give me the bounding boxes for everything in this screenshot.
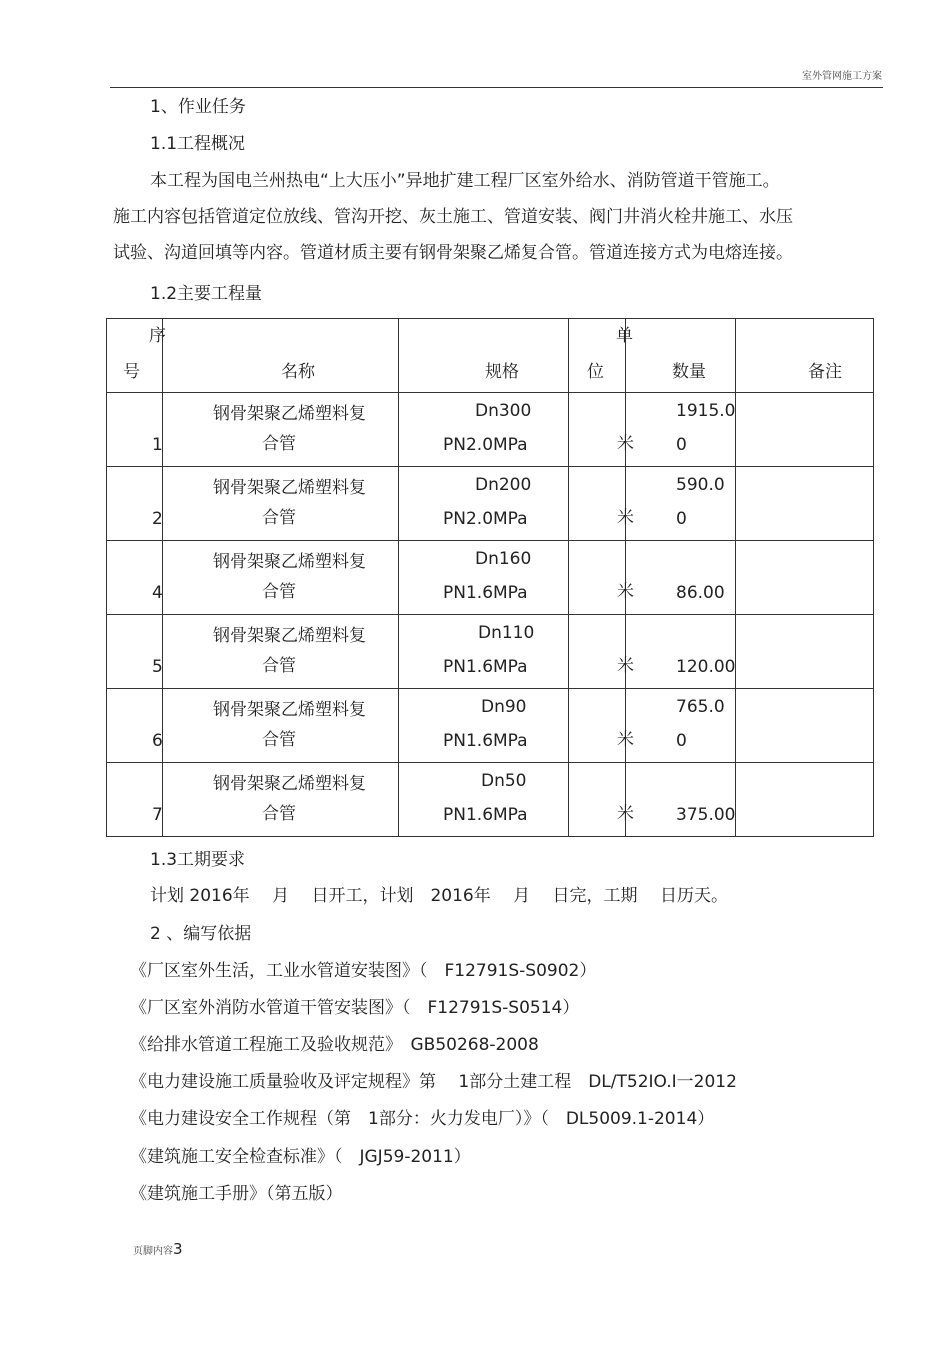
row-spec-pn: PN1.6MPa	[443, 805, 528, 825]
footer-label: 页脚内容	[133, 1246, 173, 1257]
row-spec-dn: Dn110	[478, 623, 535, 643]
page-number: 3	[173, 1240, 183, 1258]
row-no: 5	[152, 657, 163, 677]
row-unit: 米	[617, 804, 634, 824]
row-name-line-2: 合管	[262, 508, 296, 528]
row-unit: 米	[617, 582, 634, 602]
header-remark: 备注	[736, 319, 874, 393]
row-spec-dn: Dn200	[475, 475, 532, 495]
reference-item: 《电力建设安全工作规程（第 1部分：火力发电厂）》（ DL5009.1-2014）	[130, 1109, 715, 1129]
row-no: 6	[152, 731, 163, 751]
row-name-line-2: 合管	[262, 434, 296, 454]
row-remark	[736, 467, 874, 541]
row-remark	[736, 541, 874, 615]
row-spec-pn: PN1.6MPa	[443, 731, 528, 751]
row-unit: 米	[617, 434, 634, 454]
row-no: 1	[152, 435, 163, 455]
row-qty-line-2: 0	[676, 731, 687, 751]
reference-item: 《给排水管道工程施工及验收规范》 GB50268-2008	[130, 1035, 539, 1055]
row-remark	[736, 689, 874, 763]
row-no: 7	[152, 805, 163, 825]
header-name: 名称	[163, 319, 399, 393]
row-unit: 米	[617, 656, 634, 676]
table-header-row	[107, 319, 874, 393]
reference-item: 《厂区室外生活，工业水管道安装图》（ F12791S-S0902）	[130, 961, 597, 981]
section-1-3-title: 1.3工期要求	[150, 850, 246, 870]
row-unit: 米	[617, 730, 634, 750]
header-qty: 数量	[626, 319, 736, 393]
row-qty-line-2: 375.00	[676, 805, 736, 825]
running-header: 室外管网施工方案	[802, 71, 882, 82]
header-spec: 规格	[399, 319, 569, 393]
row-qty-line-2: 120.00	[676, 657, 736, 677]
row-name-line-1: 钢骨架聚乙烯塑料复	[213, 404, 366, 424]
row-name-line-2: 合管	[262, 656, 296, 676]
row-remark	[736, 763, 874, 837]
reference-item: 《建筑施工安全检查标准》（ JGJ59-2011）	[130, 1147, 471, 1167]
row-spec-dn: Dn90	[481, 697, 527, 717]
row-spec-pn: PN1.6MPa	[443, 657, 528, 677]
row-spec-pn: PN2.0MPa	[443, 435, 528, 455]
overview-line-2: 施工内容包括管道定位放线、管沟开挖、灰土施工、管道安装、阀门井消火栓井施工、水压	[113, 207, 793, 227]
table-row	[107, 541, 874, 615]
quantity-table	[106, 318, 874, 837]
table-row	[107, 393, 874, 467]
row-name-line-1: 钢骨架聚乙烯塑料复	[213, 626, 366, 646]
row-name-line-2: 合管	[262, 730, 296, 750]
row-qty-line-1: 765.0	[676, 697, 725, 717]
table-row	[107, 467, 874, 541]
row-spec-dn: Dn160	[475, 549, 532, 569]
section-2-title: 2 、编写依据	[150, 924, 252, 944]
row-remark	[736, 393, 874, 467]
row-qty-line-1: 590.0	[676, 475, 725, 495]
row-unit: 米	[617, 508, 634, 528]
overview-line-3: 试验、沟道回填等内容。管道材质主要有钢骨架聚乙烯复合管。管道连接方式为电熔连接。	[113, 243, 793, 263]
row-qty-line-2: 86.00	[676, 583, 725, 603]
row-qty-line-1: 1915.0	[676, 401, 736, 421]
header-divider	[110, 87, 883, 88]
header-unit: 单 位	[569, 319, 626, 393]
row-spec-dn: Dn50	[481, 771, 527, 791]
section-1-2-title: 1.2主要工程量	[150, 284, 263, 304]
section-1-title: 1、作业任务	[150, 97, 246, 117]
section-1-1-title: 1.1工程概况	[150, 134, 246, 154]
row-no: 4	[152, 583, 163, 603]
table-row	[107, 689, 874, 763]
schedule-line: 计划 2016年 月 日开工，计划 2016年 月 日完，工期 日历天。	[150, 886, 728, 906]
reference-item: 《厂区室外消防水管道干管安装图》（ F12791S-S0514）	[130, 998, 580, 1018]
table-row	[107, 615, 874, 689]
row-name-line-1: 钢骨架聚乙烯塑料复	[213, 478, 366, 498]
table-row	[107, 763, 874, 837]
row-no: 2	[152, 509, 163, 529]
reference-item: 《电力建设施工质量验收及评定规程》第 1部分土建工程 DL/T52IO.I一2012	[130, 1072, 737, 1092]
header-no: 序 号	[107, 319, 163, 393]
row-spec-dn: Dn300	[475, 401, 532, 421]
row-spec-pn: PN2.0MPa	[443, 509, 528, 529]
reference-item: 《建筑施工手册》（第五版）	[130, 1184, 343, 1204]
row-name-line-1: 钢骨架聚乙烯塑料复	[213, 552, 366, 572]
overview-line-1: 本工程为国电兰州热电“上大压小”异地扩建工程厂区室外给水、消防管道干管施工。	[150, 171, 780, 191]
row-name-line-2: 合管	[262, 804, 296, 824]
page-footer	[133, 1240, 183, 1258]
row-qty-line-2: 0	[676, 509, 687, 529]
row-name-line-2: 合管	[262, 582, 296, 602]
row-name-line-1: 钢骨架聚乙烯塑料复	[213, 700, 366, 720]
row-qty-line-2: 0	[676, 435, 687, 455]
row-remark	[736, 615, 874, 689]
row-name-line-1: 钢骨架聚乙烯塑料复	[213, 774, 366, 794]
row-spec-pn: PN1.6MPa	[443, 583, 528, 603]
